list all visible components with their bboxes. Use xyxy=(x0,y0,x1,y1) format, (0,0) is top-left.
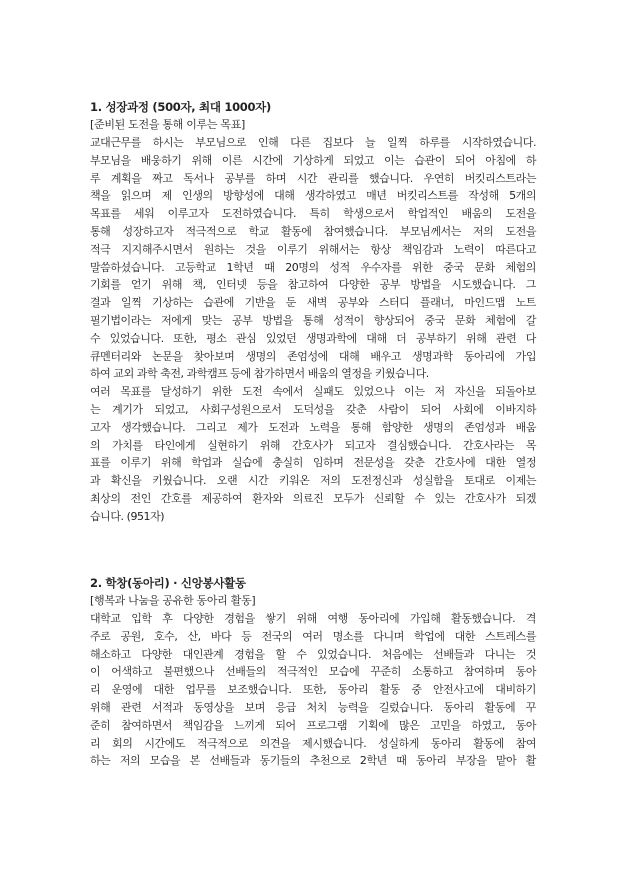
body-line: 여러 목표를 달성하기 위한 도전 속에서 실패도 있었으나 이는 저 자신을 되돌아보 xyxy=(90,385,536,399)
section-subtitle: [행복과 나눔을 공유한 동아리 활동] xyxy=(90,594,256,607)
body-line: 의 가치를 타인에게 실현하기 위해 간호사가 되고자 결심했습니다. 간호사라는 목 xyxy=(90,438,536,452)
body-line: 습니다. (951자) xyxy=(90,509,165,523)
body-line: 이 어색하고 불편했으나 선배들의 적극적인 모습에 꾸준히 소통하고 참여하며 동아 xyxy=(90,665,536,679)
section-body xyxy=(90,610,536,770)
section-heading: 1. 성장과정 (500자, 최대 1000자) xyxy=(90,100,271,114)
body-line: 루 계획을 짜고 독서나 공부를 하며 시간 관리를 했습니다. 우연히 버킷리스트라는 xyxy=(90,171,536,185)
body-line: 표를 이루기 위해 학업과 실습에 충실히 임하며 전문성을 갖춘 간호사에 대한 열정 xyxy=(90,456,536,470)
body-line: 주로 공원, 호수, 산, 바다 등 전국의 여러 명소를 다니며 학업에 대한 스트레스를 xyxy=(90,629,536,643)
body-line: 는 계기가 되었고, 사회구성원으로서 도덕성을 갖춘 사람이 되어 사회에 이바지하 xyxy=(90,402,536,416)
body-line: 큐멘터리와 논문을 찾아보며 생명의 존엄성에 대해 배우고 생명과학 동아리에 가입 xyxy=(90,349,536,363)
section-growth xyxy=(90,98,536,526)
body-line: 대학교 입학 후 다양한 경험을 쌓기 위해 여행 동아리에 가입해 활동했습니다. 격 xyxy=(90,612,536,625)
body-line: 리 운영에 대한 업무를 보조했습니다. 또한, 동아리 활동 중 안전사고에 대비하기 xyxy=(90,683,536,697)
body-line: 최상의 전인 간호를 제공하여 환자와 의료진 모두가 신뢰할 수 있는 간호사가 되겠 xyxy=(90,491,536,505)
body-line: 교대근무를 하시는 부모님으로 인해 다른 집보다 늘 일찍 하루를 시작하였습니다. xyxy=(90,136,536,149)
body-line: 과 확신을 키웠습니다. 오랜 시간 키워온 저의 도전정신과 성실함을 토대로 이제는 xyxy=(90,474,536,488)
body-line: 수 있었습니다. 또한, 평소 관심 있었던 생명과학에 대해 더 공부하기 위해 관련 다 xyxy=(90,331,536,345)
body-line: 필기법이라는 저에게 맞는 공부 방법을 통해 성적이 향상되어 중국 문화 체험에 갈 xyxy=(90,313,536,327)
body-line: 해소하고 다양한 대인관계 경험을 할 수 있었습니다. 처음에는 선배들과 다니는 것 xyxy=(90,647,536,661)
section-club-activity xyxy=(90,574,536,770)
body-line: 적극 지지해주시면서 원하는 것을 이루기 위해서는 항상 책임감과 노력이 따른다고 xyxy=(90,242,536,256)
body-line: 하여 교외 과학 축전, 과학캠프 등에 참가하면서 배움의 열정을 키웠습니다. xyxy=(90,367,429,381)
body-line: 기회를 얻기 위해 책, 인터넷 등을 참고하여 다양한 공부 방법을 시도했습니다. 그 xyxy=(90,278,536,292)
body-line: 위해 관련 서적과 동영상을 보며 응급 처치 능력을 길렀습니다. 동아리 활동에 꾸 xyxy=(90,700,536,714)
body-line: 말씀하셨습니다. 고등학교 1학년 때 20명의 성적 우수자를 위한 중국 문화 체험의 xyxy=(90,260,536,274)
body-line: 책을 읽으며 제 인생의 방향성에 대해 생각하였고 매년 버킷리스트를 작성해 5개의 xyxy=(90,189,536,203)
body-line: 준히 참여하면서 책임감을 느끼게 되어 프로그램 기획에 많은 고민을 하였고, 동아 xyxy=(90,718,536,732)
body-line: 결과 일찍 기상하는 습관에 기반을 둔 새벽 공부와 스터디 플래너, 마인드맵 노트 xyxy=(90,296,536,310)
body-line: 통해 성장하고자 적극적으로 학교 활동에 참여했습니다. 부모님께서는 저의 도전을 xyxy=(90,224,536,238)
body-line: 목표를 세워 이루고자 도전하였습니다. 특히 학생으로서 학업적인 배움의 도전을 xyxy=(90,207,536,221)
body-line: 부모님을 배웅하기 위해 이른 시간에 기상하게 되었고 이는 습관이 되어 아침에 하 xyxy=(90,153,536,167)
section-body xyxy=(90,134,536,526)
section-subtitle: [준비된 도전을 통해 이루는 목표] xyxy=(90,118,246,131)
body-line: 리 회의 시간에도 적극적으로 의견을 제시했습니다. 성실하게 동아리 활동에 참여 xyxy=(90,736,536,750)
body-line: 고자 생각했습니다. 그리고 제가 도전과 노력을 통해 함양한 생명의 존엄성과 배움 xyxy=(90,420,536,434)
section-heading: 2. 학창(동아리) · 신앙봉사활동 xyxy=(90,576,246,590)
body-line: 하는 저의 모습을 본 선배들과 동기들의 추천으로 2학년 때 동아리 부장을 맡아 활 xyxy=(90,754,536,768)
